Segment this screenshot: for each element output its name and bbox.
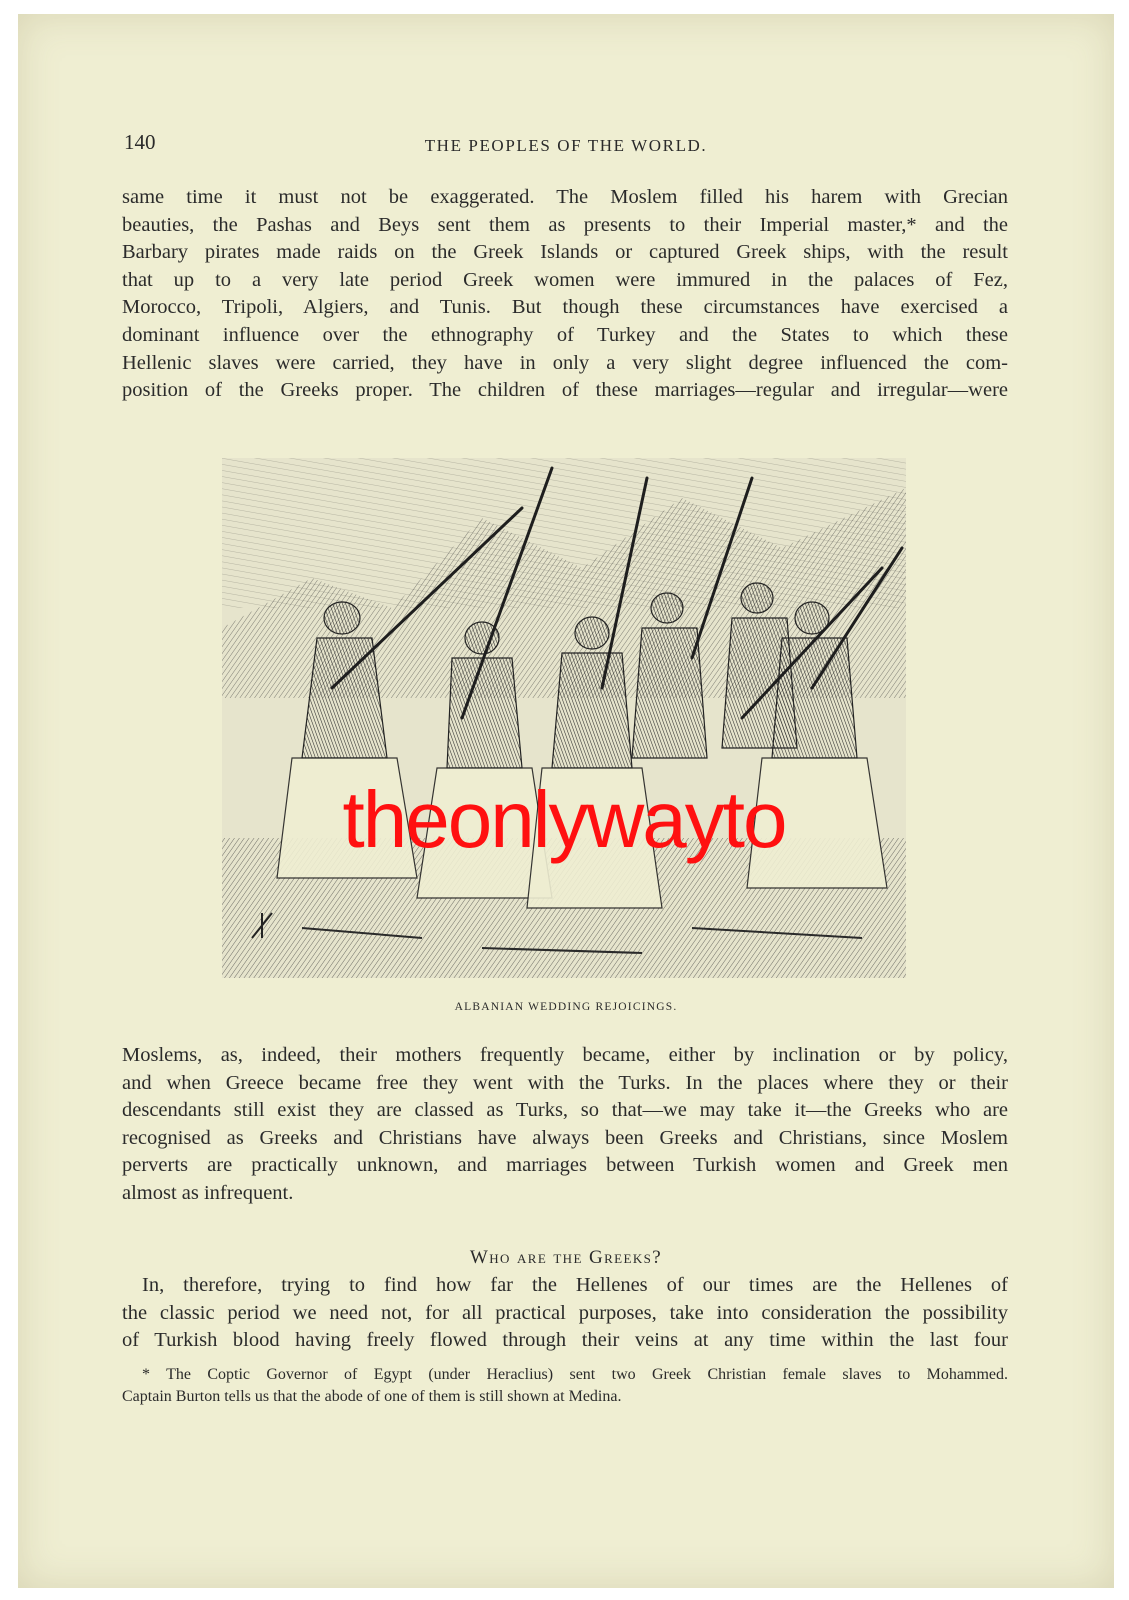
text-line: of Turkish blood having freely flowed through their veins at any time within the last four (122, 1329, 1008, 1352)
text-line: In, therefore, trying to find how far the Hellenes of our times are the Hellenes of (142, 1274, 1008, 1296)
book-page (18, 14, 1114, 1588)
text-line: dominant influence over the ethnography of Turkey and the States to which these (122, 323, 1008, 346)
text-line: the classic period we need not, for all practical purposes, take into consideration the possibility (122, 1301, 1008, 1324)
running-head: THE PEOPLES OF THE WORLD. (424, 136, 708, 155)
text-line: recognised as Greeks and Christians have always been Greeks and Christians, since Moslem (122, 1126, 1008, 1149)
engraving-illustration (222, 458, 906, 978)
footnote-line: * The Coptic Governor of Egypt (under Heraclius) sent two Greek Christian female slaves to Mohammed. (142, 1366, 1008, 1383)
text-line: beauties, the Pashas and Beys sent them as presents to their Imperial master,* and the (122, 213, 1008, 236)
text-line: descendants still exist they are classed as Turks, so that—we may take it—the Greeks who are (122, 1099, 1008, 1122)
section-heading: Who are the Greeks? (469, 1247, 663, 1268)
engraving-figure (222, 458, 906, 978)
page-header (18, 120, 1114, 160)
text-line: that up to a very late period Greek women were immured in the palaces of Fez, (122, 268, 1008, 291)
paragraph-1 (122, 184, 1008, 405)
figure-caption: ALBANIAN WEDDING REJOICINGS. (454, 1001, 678, 1013)
text-line: Hellenic slaves were carried, they have in only a very slight degree influenced the com- (122, 351, 1008, 374)
paragraph-3 (122, 1272, 1008, 1355)
text-line: Moslems, as, indeed, their mothers frequently became, either by inclination or by policy, (122, 1044, 1008, 1066)
text-line: Morocco, Tripoli, Algiers, and Tunis. But though these circumstances have exercised a (122, 296, 1008, 319)
text-line: same time it must not be exaggerated. The Moslem filled his harem with Grecian (122, 186, 1008, 208)
paragraph-2 (122, 1042, 1008, 1208)
footnote-line: Captain Burton tells us that the abode of one of them is still shown at Medina. (122, 1388, 622, 1405)
text-line: and when Greece became free they went with the Turks. In the places where they or their (122, 1071, 1008, 1094)
text-line: almost as infrequent. (122, 1181, 294, 1204)
text-line: perverts are practically unknown, and marriages between Turkish women and Greek men (122, 1154, 1008, 1177)
watermark-text: theonlywayto (342, 775, 786, 864)
page-number: 140 (124, 130, 156, 154)
text-line: Barbary pirates made raids on the Greek Islands or captured Greek ships, with the result (122, 241, 1008, 264)
footnote (122, 1364, 1008, 1408)
text-line: position of the Greeks proper. The children of these marriages—regular and irregular—were (122, 379, 1008, 402)
